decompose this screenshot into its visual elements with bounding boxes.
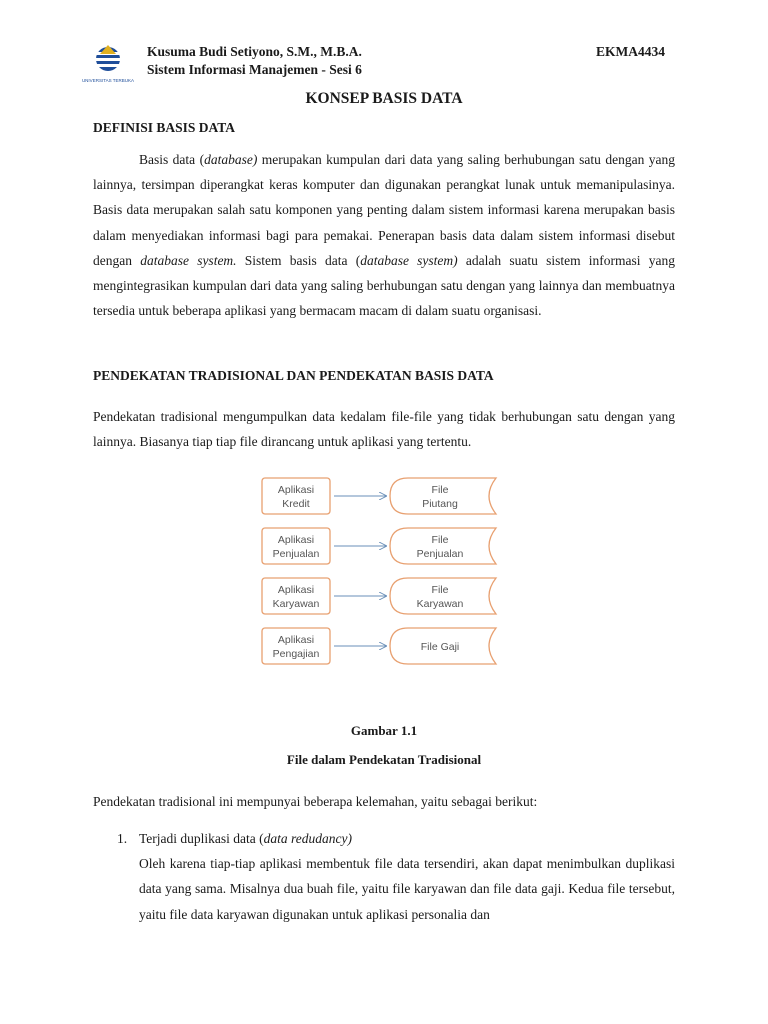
logo-text: UNIVERSITAS TERBUKA [81, 78, 135, 83]
file-name: Karyawan [416, 598, 464, 610]
application-label: Aplikasi [277, 584, 315, 596]
section-heading-approach: PENDEKATAN TRADISIONAL DAN PENDEKATAN BASIS DATA [93, 368, 494, 383]
weakness-intro: Pendekatan tradisional ini mempunyai beberapa kelemahan, yaitu sebagai berikut: [93, 794, 538, 809]
application-name: Pengajian [272, 648, 320, 660]
diagram-row [262, 578, 496, 614]
list-item-title: Terjadi duplikasi data (data redudancy) [139, 831, 352, 846]
application-label: Aplikasi [277, 534, 315, 546]
definition-paragraph: Basis data (database) merupakan kumpulan dari data yang saling berhubungan satu dengan yang lainnya, tersimpan diperangkat keras komputer dan digunakan perangkat lunak untuk memanipulasinya. Basis data merupakan salah satu komponen yang penting dalam sistem informasi karena merupakan basis dalam menyediakan informasi bagi para pemakai. Penerapan basis data dalam sistem informasi disebut dengan database system. Sistem basis data (database system) adalah suatu sistem informasi yang mengintegrasikan kumpulan dari data yang saling berhubungan satu dengan yang lainnya dan membuatnya tersedia untuk beberapa aplikasi yang bermacam macam di dalam suatu organisasi. [93, 152, 675, 319]
header-author: Kusuma Budi Setiyono, S.M., M.B.A. [147, 44, 362, 59]
file-name: Penjualan [416, 548, 464, 560]
header-course-code: EKMA4434 [596, 44, 665, 59]
traditional-file-diagram [256, 473, 506, 673]
file-label: File Gaji [420, 641, 460, 653]
header-course: Sistem Informasi Manajemen - Sesi 6 [147, 62, 362, 77]
list-number: 1. [117, 831, 128, 846]
section-heading-definition: DEFINISI BASIS DATA [93, 120, 236, 135]
application-label: Aplikasi [277, 634, 315, 646]
page-title: KONSEP BASIS DATA [305, 90, 463, 107]
file-label: File [431, 534, 449, 546]
diagram-row [262, 478, 496, 514]
file-name: Piutang [422, 498, 458, 510]
diagram-row [262, 628, 496, 664]
application-label: Aplikasi [277, 484, 315, 496]
file-label: File [431, 584, 449, 596]
application-name: Kredit [282, 498, 310, 510]
file-label: File [431, 484, 449, 496]
application-name: Karyawan [272, 598, 320, 610]
application-name: Penjualan [272, 548, 320, 560]
diagram-row [262, 528, 496, 564]
list-item [139, 826, 675, 927]
figure-caption: File dalam Pendekatan Tradisional [286, 752, 482, 767]
university-logo [80, 42, 136, 86]
figure-number: Gambar 1.1 [350, 723, 418, 738]
list-item-body: Oleh karena tiap-tiap aplikasi membentuk file data tersendiri, akan dapat menimbulkan duplikasi data yang sama. Misalnya dua buah file, yaitu file karyawan dan file data gaji. Kedua file tersebut, yaitu file data karyawan digunakan untuk aplikasi personalia dan [139, 856, 675, 922]
approach-paragraph: Pendekatan tradisional mengumpulkan data kedalam file-file yang tidak berhubungan satu dengan yang lainnya. Biasanya tiap tiap file dirancang untuk aplikasi yang tertentu. [93, 409, 675, 450]
